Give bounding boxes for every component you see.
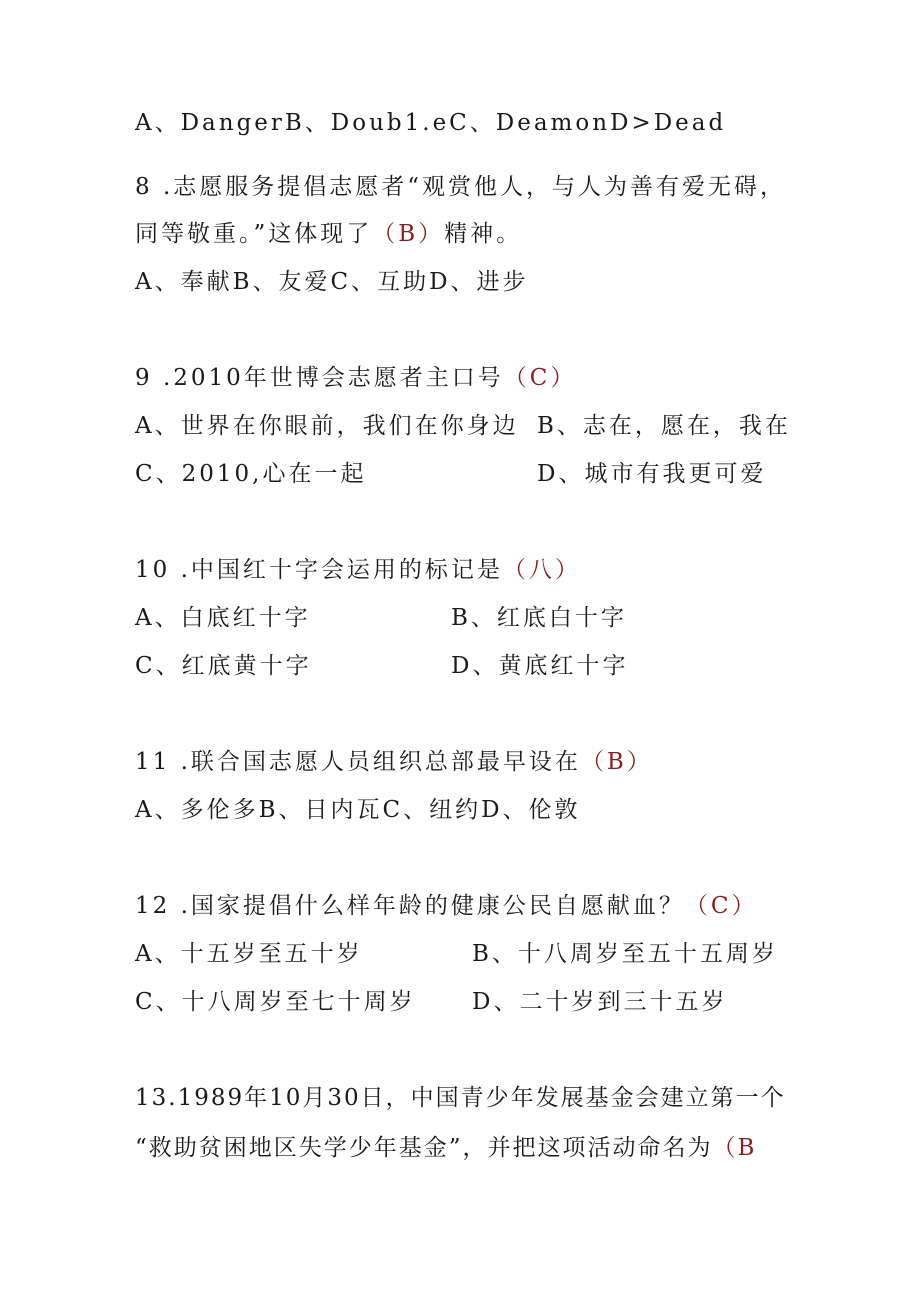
q8-stem-text-2: 同等敬重。”这体现了 — [135, 221, 373, 247]
q11-answer: （B） — [580, 749, 653, 775]
q10-stem-text: 10 .中国红十字会运用的标记是 — [135, 557, 503, 583]
q12-option-d: D、二十岁到三十五岁 — [472, 989, 728, 1015]
q8-answer: （B） — [372, 221, 445, 247]
q8-stem-line2 — [135, 219, 522, 249]
q12-option-a: A、十五岁至五十岁 — [135, 941, 363, 967]
q10-stem — [135, 555, 581, 585]
q10-option-d: D、黄底红十字 — [451, 653, 629, 679]
q10-options-row2 — [135, 651, 312, 681]
q12-stem-text: 12 .国家提倡什么样年龄的健康公民自愿献血？ — [135, 893, 685, 919]
q13-stem-text-2: “救助贫困地区失学少年基金”，并把这项活动命名为 — [135, 1135, 713, 1161]
q7-options — [135, 108, 726, 138]
q12-answer: （C） — [684, 893, 758, 919]
q8-options-text: A、奉献B、友爱C、互助D、进步 — [135, 269, 529, 295]
q11-stem — [135, 747, 653, 777]
q10-answer: （八） — [502, 557, 581, 583]
q12-options-row2 — [135, 987, 416, 1017]
q12-options-row2-d — [472, 987, 727, 1017]
q9-stem — [135, 363, 576, 393]
q12-option-c: C、十八周岁至七十周岁 — [135, 989, 416, 1015]
q8-stem-line1 — [135, 172, 786, 202]
q8-stem-text-3: 精神。 — [444, 221, 523, 247]
q10-option-a: A、白底红十字 — [135, 605, 311, 631]
q11-options — [135, 795, 581, 825]
q9-answer: （C） — [503, 365, 577, 391]
q11-options-text: A、多伦多B、日内瓦C、纽约D、伦敦 — [135, 797, 581, 823]
q12-stem — [135, 891, 758, 921]
q13-stem-text: 13.1989年10月30日，中国青少年发展基金会建立第一个 — [135, 1085, 786, 1111]
q9-options-row2 — [135, 459, 366, 489]
q9-stem-text: 9 .2010年世博会志愿者主口号 — [135, 365, 504, 391]
q10-options-row1 — [135, 603, 311, 633]
q10-option-c: C、红底黄十字 — [135, 653, 312, 679]
q9-option-b: B、志在，愿在，我在 — [537, 413, 791, 439]
q10-option-b: B、红底白十字 — [451, 605, 627, 631]
q8-stem-text: 8 .志愿服务提倡志愿者“观赏他人，与人为善有爱无碍， — [135, 174, 787, 200]
q8-options — [135, 267, 529, 297]
q10-options-row1-b — [451, 603, 627, 633]
q12-option-b: B、十八周岁至五十五周岁 — [472, 941, 778, 967]
q12-options-row1 — [135, 939, 363, 969]
q7-options-text: A、DangerB、Doub1.eC、DeamonD>Dead — [135, 110, 727, 136]
q9-options-row1 — [135, 411, 519, 441]
q11-stem-text: 11 .联合国志愿人员组织总部最早设在 — [135, 749, 581, 775]
q9-option-d: D、城市有我更可爱 — [537, 461, 767, 487]
q13-stem-line2 — [135, 1133, 756, 1163]
q9-options-row1-b — [537, 411, 791, 441]
q13-stem-line1 — [135, 1083, 786, 1113]
q9-option-c: C、2010,心在一起 — [135, 461, 367, 487]
q10-options-row2-d — [451, 651, 628, 681]
q13-answer: （B — [712, 1135, 757, 1161]
q12-options-row1-b — [472, 939, 778, 969]
q9-options-row2-d — [537, 459, 766, 489]
q9-option-a: A、世界在你眼前，我们在你身边 — [135, 413, 519, 439]
